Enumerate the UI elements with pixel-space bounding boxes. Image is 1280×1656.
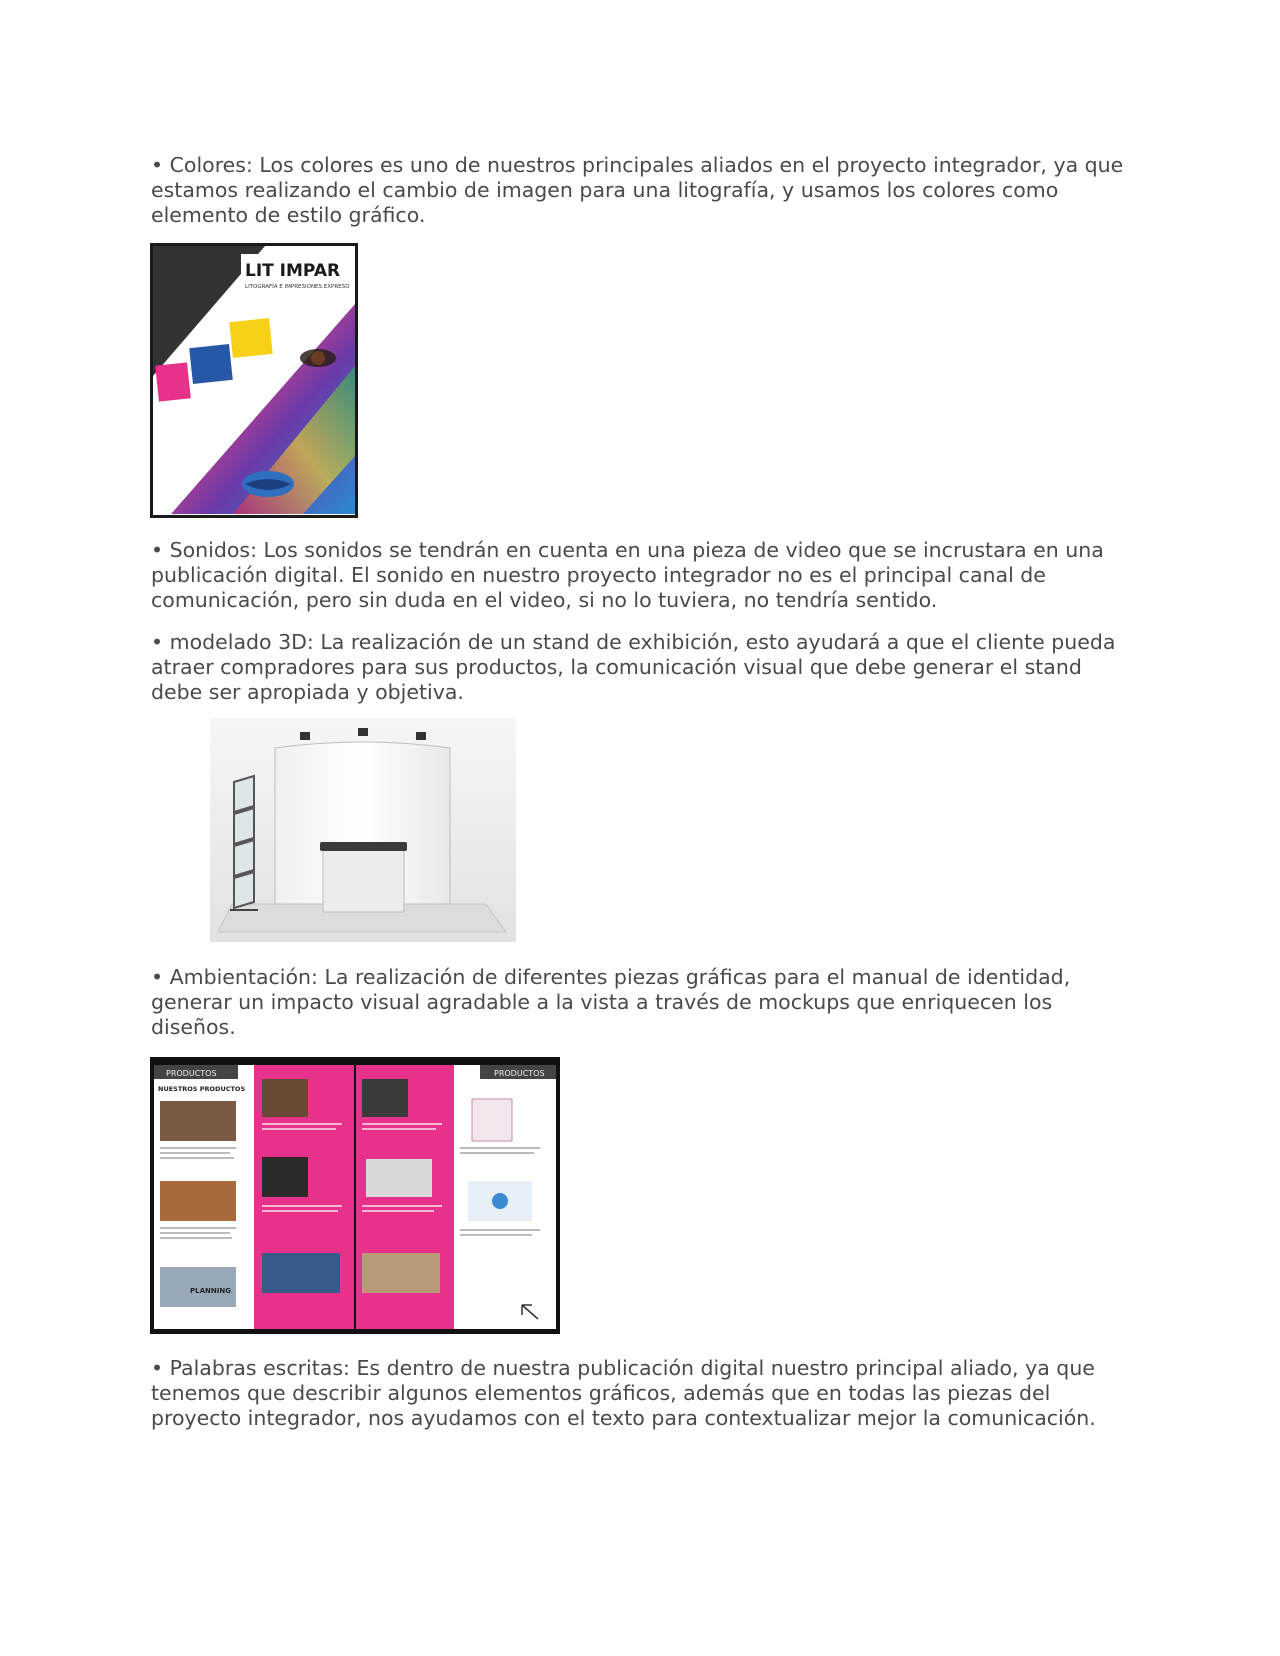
brochure-mockup-image (150, 1057, 560, 1334)
cover-brand: LIT IMPAR (245, 261, 341, 281)
brochure-spread (150, 1057, 560, 1334)
brochure-planning: PLANNING (190, 1287, 231, 1295)
stand-render (150, 718, 606, 942)
cover-artwork (153, 246, 355, 515)
paragraph-sonidos: • Sonidos: Los sonidos se tendrán en cuenta en una pieza de video que se incrustara en una publicación digital. El sonido en nuestro proyecto integrador no es el principal canal de comunicación, pero sin duda en el video, si no lo tuviera, no tendría sentido. (151, 538, 1104, 612)
brochure-tab-right: PRODUCTOS (494, 1069, 545, 1078)
paragraph-colores: • Colores: Los colores es uno de nuestros principales aliados en el proyecto integrador, ya que estamos realizando el cambio de imagen para una litografía, y usamos los colores como elemento de estilo gráfico. (151, 153, 1124, 227)
paragraph-ambientacion: • Ambientación: La realización de diferentes piezas gráficas para el manual de identidad, generar un impacto visual agradable a la vista a través de mockups que enriquecen los diseños. (151, 965, 1071, 1039)
exhibition-stand-image (150, 718, 606, 942)
cover-image-litoimpar (150, 243, 358, 518)
cover-tagline: LITOGRAFÍA E IMPRESIONES EXPRESO (245, 284, 350, 290)
brochure-tab-left: PRODUCTOS (166, 1069, 217, 1078)
paragraph-palabras: • Palabras escritas: Es dentro de nuestra publicación digital nuestro principal aliado, ya que tenemos que describir algunos elementos gráficos, además que en todas las piezas del proyecto integrador, nos ayudamos con el texto para contextualizar mejor la comunicación. (151, 1356, 1096, 1430)
brochure-heading: NUESTROS PRODUCTOS (158, 1085, 246, 1093)
paragraph-modelado: • modelado 3D: La realización de un stand de exhibición, esto ayudará a que el cliente pueda atraer compradores para sus productos, la comunicación visual que debe generar el stand debe ser apropiada y objetiva. (151, 630, 1116, 704)
